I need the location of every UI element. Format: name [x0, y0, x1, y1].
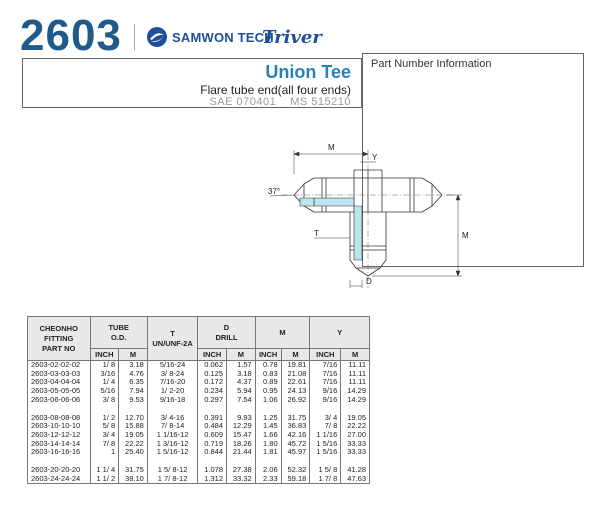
table-cell: 52.32 — [281, 466, 310, 475]
table-cell: 0.484 — [198, 422, 227, 431]
table-cell: 7/ 8 — [310, 422, 341, 431]
dim-d: D — [366, 277, 372, 286]
standard-ms: MS 515210 — [290, 96, 351, 108]
title-box — [22, 58, 362, 108]
table-cell: 27.00 — [341, 431, 370, 440]
table-cell: 1/ 8 — [90, 361, 119, 370]
table-cell: 2603-16-16-16 — [28, 448, 91, 457]
dim-m-top: M — [328, 143, 335, 152]
hdr-part-line1: CHEONHO — [39, 323, 78, 333]
table-cell: 2603-03-03-03 — [28, 370, 91, 379]
table-cell: 38.10 — [119, 475, 148, 484]
table-cell: 3/ 4 — [310, 414, 341, 423]
table-cell: 1.312 — [198, 475, 227, 484]
table-cell: 7/ 8-14 — [147, 422, 198, 431]
table-cell: 7.94 — [119, 387, 148, 396]
table-cell: 3/16 — [90, 370, 119, 379]
table-cell: 1.57 — [227, 361, 256, 370]
table-cell: 1 5/16 — [310, 448, 341, 457]
table-cell: 2603-05-05-05 — [28, 387, 91, 396]
product-subtitle: Flare tube end(all four ends) — [200, 83, 351, 97]
table-cell: 1.06 — [255, 396, 281, 405]
table-cell: 4.37 — [227, 378, 256, 387]
table-cell: 4.76 — [119, 370, 148, 379]
table-cell: 1 3/16-12 — [147, 440, 198, 449]
table-cell: 12.29 — [227, 422, 256, 431]
table-cell: 11.11 — [341, 361, 370, 370]
table-cell: 5/ 8 — [90, 422, 119, 431]
standard-sae: SAE 070401 — [209, 96, 277, 108]
table-cell: 2603-08-08-08 — [28, 414, 91, 423]
table-cell: 21.08 — [281, 370, 310, 379]
table-cell: 2603-14-14-14 — [28, 440, 91, 449]
table-cell: 3.18 — [119, 361, 148, 370]
table-cell: 22.22 — [119, 440, 148, 449]
table-cell: 26.92 — [281, 396, 310, 405]
table-cell: 9.93 — [227, 414, 256, 423]
table-cell: 2603-10-10-10 — [28, 422, 91, 431]
brand-samwon: SAMWON TECH — [172, 29, 274, 45]
sub-inch: INCH — [198, 349, 227, 361]
table-cell: 1.45 — [255, 422, 281, 431]
table-cell: 7/ 8 — [90, 440, 119, 449]
table-cell: 47.63 — [341, 475, 370, 484]
table-cell: 3.18 — [227, 370, 256, 379]
table-cell: 6.35 — [119, 378, 148, 387]
table-cell: 41.28 — [341, 466, 370, 475]
table-cell: 33.32 — [227, 475, 256, 484]
product-title: Union Tee — [265, 62, 351, 82]
table-cell: 9/16-18 — [147, 396, 198, 405]
table-cell: 5/16-24 — [147, 361, 198, 370]
table-cell: 24.13 — [281, 387, 310, 396]
table-cell: 14.29 — [341, 396, 370, 405]
table-cell: 9/16 — [310, 396, 341, 405]
table-cell: 1 5/16 — [310, 440, 341, 449]
table-cell: 0.83 — [255, 370, 281, 379]
table-cell: 12.70 — [119, 414, 148, 423]
table-cell: 0.172 — [198, 378, 227, 387]
table-cell: 18.26 — [227, 440, 256, 449]
table-cell: 1.25 — [255, 414, 281, 423]
table-cell: 1.078 — [198, 466, 227, 475]
table-cell: 3/ 8 — [90, 396, 119, 405]
standards — [209, 96, 351, 108]
table-cell: 1 1/ 4 — [90, 466, 119, 475]
hdr-d-line1: D — [223, 322, 230, 332]
table-cell: 2603-24-24-24 — [28, 475, 91, 484]
table-cell: 21.44 — [227, 448, 256, 457]
sub-mm: M — [341, 349, 370, 361]
table-cell: 0.78 — [255, 361, 281, 370]
table-cell: 27.38 — [227, 466, 256, 475]
col-m: M — [255, 317, 310, 349]
table-cell: 7/16-20 — [147, 378, 198, 387]
table-cell: 7/16 — [310, 370, 341, 379]
table-cell: 15.47 — [227, 431, 256, 440]
table-cell: 3/ 4-16 — [147, 414, 198, 423]
table-cell: 9/16 — [310, 387, 341, 396]
table-body — [28, 361, 370, 484]
hdr-part-line2: FITTING — [44, 333, 74, 343]
col-y: Y — [310, 317, 370, 349]
table-cell: 19.81 — [281, 361, 310, 370]
table-cell: 11.11 — [341, 370, 370, 379]
sub-mm: M — [281, 349, 310, 361]
table-cell: 5/16 — [90, 387, 119, 396]
table-cell: 36.83 — [281, 422, 310, 431]
hdr-tube-line2: O.D. — [110, 332, 127, 342]
table-cell: 42.16 — [281, 431, 310, 440]
table-cell: 45.97 — [281, 448, 310, 457]
table-cell: 2603-04-04-04 — [28, 378, 91, 387]
table-cell: 0.297 — [198, 396, 227, 405]
hdr-d-line2: DRILL — [215, 332, 238, 342]
table-cell: 1.66 — [255, 431, 281, 440]
table-cell: 0.89 — [255, 378, 281, 387]
samwon-logo-icon — [146, 26, 168, 48]
table-cell: 1 1/16 — [310, 431, 341, 440]
table-cell: 1/ 2 — [90, 414, 119, 423]
dim-angle: 37° — [268, 187, 281, 196]
sub-inch: INCH — [255, 349, 281, 361]
table-cell: 2.33 — [255, 475, 281, 484]
table-cell: 1/ 4 — [90, 378, 119, 387]
col-d — [198, 317, 255, 349]
table-cell: 1 1/ 2 — [90, 475, 119, 484]
table-cell: 1/ 2-20 — [147, 387, 198, 396]
dimensions-table-wrap — [27, 316, 370, 508]
table-cell: 1 5/ 8 — [310, 466, 341, 475]
dim-m-right: M — [462, 231, 469, 240]
table-cell: 7/16 — [310, 361, 341, 370]
col-t — [147, 317, 198, 361]
table-cell: 59.18 — [281, 475, 310, 484]
sub-inch: INCH — [310, 349, 341, 361]
table-cell: 0.95 — [255, 387, 281, 396]
table-cell: 7.54 — [227, 396, 256, 405]
sub-mm: M — [227, 349, 256, 361]
table-cell: 1 5/ 8-12 — [147, 466, 198, 475]
table-cell: 11.11 — [341, 378, 370, 387]
table-cell: 3/ 4 — [90, 431, 119, 440]
table-cell: 1 1/16-12 — [147, 431, 198, 440]
brand-triver: Triver — [262, 27, 322, 48]
table-cell: 15.88 — [119, 422, 148, 431]
table-cell: 33.33 — [341, 448, 370, 457]
table-row — [28, 448, 370, 457]
dim-t: T — [314, 229, 319, 238]
table-cell: 31.75 — [281, 414, 310, 423]
table-cell: 31.75 — [119, 466, 148, 475]
table-cell: 22.22 — [341, 422, 370, 431]
table-cell: 25.40 — [119, 448, 148, 457]
col-part-no — [28, 317, 91, 361]
samwon-logo — [146, 26, 274, 48]
table-cell: 14.29 — [341, 387, 370, 396]
tee-fitting-drawing — [262, 140, 472, 295]
dim-y: Y — [372, 153, 378, 162]
table-cell: 0.719 — [198, 440, 227, 449]
table-cell: 22.61 — [281, 378, 310, 387]
part-number-label: Part Number Information — [371, 58, 492, 70]
table-cell: 19.05 — [119, 431, 148, 440]
table-cell: 2603-20-20-20 — [28, 466, 91, 475]
table-cell: 0.391 — [198, 414, 227, 423]
table-cell: 2.06 — [255, 466, 281, 475]
table-cell: 0.844 — [198, 448, 227, 457]
table-cell: 0.609 — [198, 431, 227, 440]
table-cell: 33.33 — [341, 440, 370, 449]
table-cell: 1.81 — [255, 448, 281, 457]
dimensions-table — [27, 316, 370, 484]
table-cell: 45.72 — [281, 440, 310, 449]
table-cell: 2603-06-06-06 — [28, 396, 91, 405]
table-cell: 5.94 — [227, 387, 256, 396]
header-divider — [134, 24, 135, 50]
table-cell: 3/ 8-24 — [147, 370, 198, 379]
hdr-part-line3: PART NO — [42, 343, 76, 353]
table-row — [28, 475, 370, 484]
hdr-t-line1: T — [170, 328, 175, 338]
table-cell: 1 5/16-12 — [147, 448, 198, 457]
hdr-t-line2: UN/UNF-2A — [152, 338, 193, 348]
sub-inch: INCH — [90, 349, 119, 361]
table-cell: 7/16 — [310, 378, 341, 387]
series-number: 2603 — [20, 11, 122, 60]
hdr-tube-line1: TUBE — [108, 322, 129, 332]
table-cell: 1.80 — [255, 440, 281, 449]
table-cell: 2603-12-12-12 — [28, 431, 91, 440]
table-cell: 9.53 — [119, 396, 148, 405]
sub-mm: M — [119, 349, 148, 361]
table-cell: 1 7/ 8 — [310, 475, 341, 484]
table-cell: 1 — [90, 448, 119, 457]
table-cell: 1 7/ 8-12 — [147, 475, 198, 484]
table-cell: 19.05 — [341, 414, 370, 423]
table-cell: 0.234 — [198, 387, 227, 396]
col-tube-od — [90, 317, 147, 349]
table-row — [28, 396, 370, 405]
table-cell: 0.125 — [198, 370, 227, 379]
table-cell: 2603-02-02-02 — [28, 361, 91, 370]
table-cell: 0.062 — [198, 361, 227, 370]
